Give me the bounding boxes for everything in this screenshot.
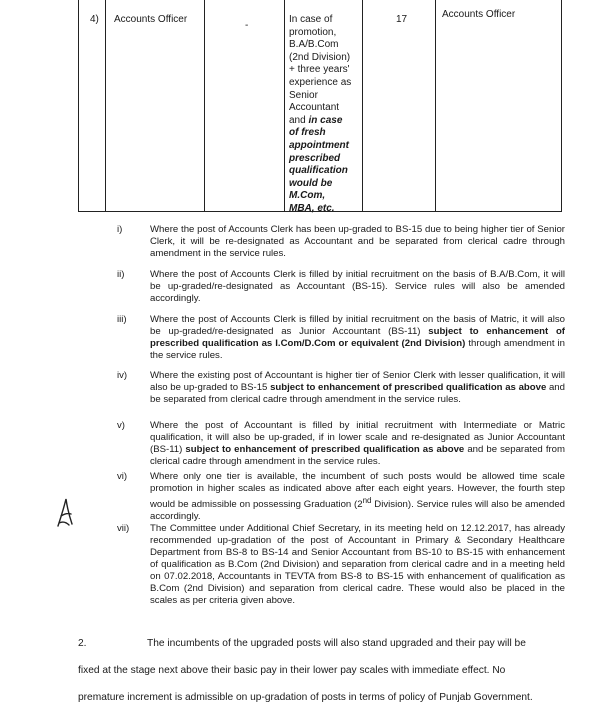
paragraph-number: 2.: [78, 638, 87, 649]
designation: Accounts Officer: [114, 14, 188, 25]
note-text-plain: through amendment in the service rules.: [150, 338, 565, 361]
note-text-bold: subject to enhancement of prescribed qualification as above: [185, 444, 465, 455]
qualification-line: promotion,: [289, 26, 337, 38]
qualification-line: Accountant: [289, 102, 340, 114]
paragraph-line: The incumbents of the upgraded posts will also stand upgraded and their pay will be: [147, 638, 526, 649]
qualification-bold-line: would be: [289, 177, 333, 189]
note-text-plain: and be separated from clerical cadre through amendment in the service rules.: [150, 382, 565, 405]
qualification-line: + three years': [289, 64, 350, 76]
table-border: [204, 0, 205, 211]
qualification-bold-line: qualification: [289, 165, 348, 177]
table-border: [105, 0, 106, 211]
note-number: v): [117, 420, 125, 431]
qualification-table: [78, 0, 562, 212]
note-number: iv): [117, 370, 128, 381]
note-number: vii): [117, 523, 130, 534]
table-border: [561, 0, 562, 211]
qualification-line: B.A/B.Com: [289, 39, 339, 51]
qualification-bold-line: of fresh: [289, 127, 326, 139]
note-text: [150, 314, 565, 362]
empty-cell-dash: -: [245, 20, 249, 31]
row-number: 4): [90, 14, 99, 25]
note-text-plain: Division). Service rules will also be amended accordingly.: [150, 499, 565, 523]
note-superscript: nd: [362, 496, 372, 505]
note-text-plain: Where the existing post of Accountant is higher tier of Senior Clerk with lesser qualification, it will also be up-graded to BS-15: [150, 370, 565, 393]
note-number: iii): [117, 314, 127, 325]
qualification-bold-line: MBA, etc.: [289, 202, 335, 214]
note-text-bold: subject to enhancement of prescribed qualification as I.Com/D.Com or equivalent (2nd Division): [150, 326, 566, 349]
qualification-line: In case of: [289, 14, 333, 25]
qualification-cell: [289, 14, 359, 216]
note-text: [150, 471, 565, 523]
qualification-bold-line: prescribed: [289, 152, 341, 164]
qualification-and: and: [289, 114, 306, 126]
table-border: [435, 0, 436, 211]
note-text: Where the post of Accounts Clerk has been up-graded to BS-15 due to being higher tier of Senior Clerk, it will be re-designated as Accountant and be separated from clerical cadre through amendment in the service rules.: [150, 224, 565, 259]
paragraph-line: fixed at the stage next above their basic pay in their lower pay scales with immediate effect. No: [78, 665, 506, 676]
note-number: vi): [117, 471, 128, 482]
qualification-line: (2nd Division): [289, 51, 351, 63]
table-border: [362, 0, 363, 211]
note-number: i): [117, 224, 123, 235]
handwritten-initial-icon: [55, 497, 75, 529]
note-text-plain: and be separated from clerical cadre through amendment in the service rules.: [150, 444, 566, 467]
note-text: Where the post of Accounts Clerk is filled by initial recruitment on the basis of B.A/B.Com, it will be up-graded/re-designated as Accountant (BS-15). Service rules will also be amended accordingly.: [150, 269, 565, 304]
note-text-plain: Where the post of Accounts Clerk is filled by initial recruitment on the basis of Matric, it will also be up-graded/re-designated as Junior Accountant (BS-11): [150, 314, 565, 337]
note-text: The Committee under Additional Chief Secretary, in its meeting held on 12.12.2017, has already recommended up-gradation of the post of Accountant in Primary & Secondary Healthcare Department from BS-8 to BS-14 and Senior Accountant from BS-10 to BS-15 with enhancement of qualification as B.Com (2nd Division) and separation from clerical cadre and in a meeting held on 07.02.2018, Accountants in TEVTA from BS-8 to BS-15 with enhancement of qualification as B.Com (2nd Division) and separation from clerical cadre. These would also be placed in the scales as per criteria given above.: [150, 523, 565, 606]
post-count: 17: [396, 14, 408, 25]
qualification-bold-line: M.Com,: [289, 190, 326, 202]
qualification-line: [289, 115, 359, 128]
note-text-plain: Where the post of Accountant is filled by initial recruitment with Intermediate or Matric qualification, it will also be up-graded, if in lower scale and re-designated as Junior Accountant (BS-11): [150, 420, 565, 455]
note-text: [150, 370, 565, 406]
note-text: [150, 420, 565, 468]
table-border: [284, 0, 285, 211]
note-number: ii): [117, 269, 125, 280]
qualification-bold: in case: [308, 114, 343, 126]
note-text-plain: Where only one tier is available, the incumbent of such posts would be allowed time scale promotion in higher scales as indicated above after each eight years. However, the fourth step would be admissible on possessing Graduation (2: [150, 471, 565, 511]
paragraph-line: premature increment is admissible on up-gradation of posts in terms of policy of Punjab Government.: [78, 692, 533, 703]
qualification-line: experience as: [289, 76, 352, 88]
upgraded-designation: Accounts Officer: [442, 9, 516, 20]
qualification-bold-line: appointment: [289, 139, 349, 151]
qualification-line: Senior: [289, 89, 318, 101]
table-border: [78, 0, 79, 211]
note-text-bold: subject to enhancement of prescribed qualification as above: [270, 382, 547, 393]
